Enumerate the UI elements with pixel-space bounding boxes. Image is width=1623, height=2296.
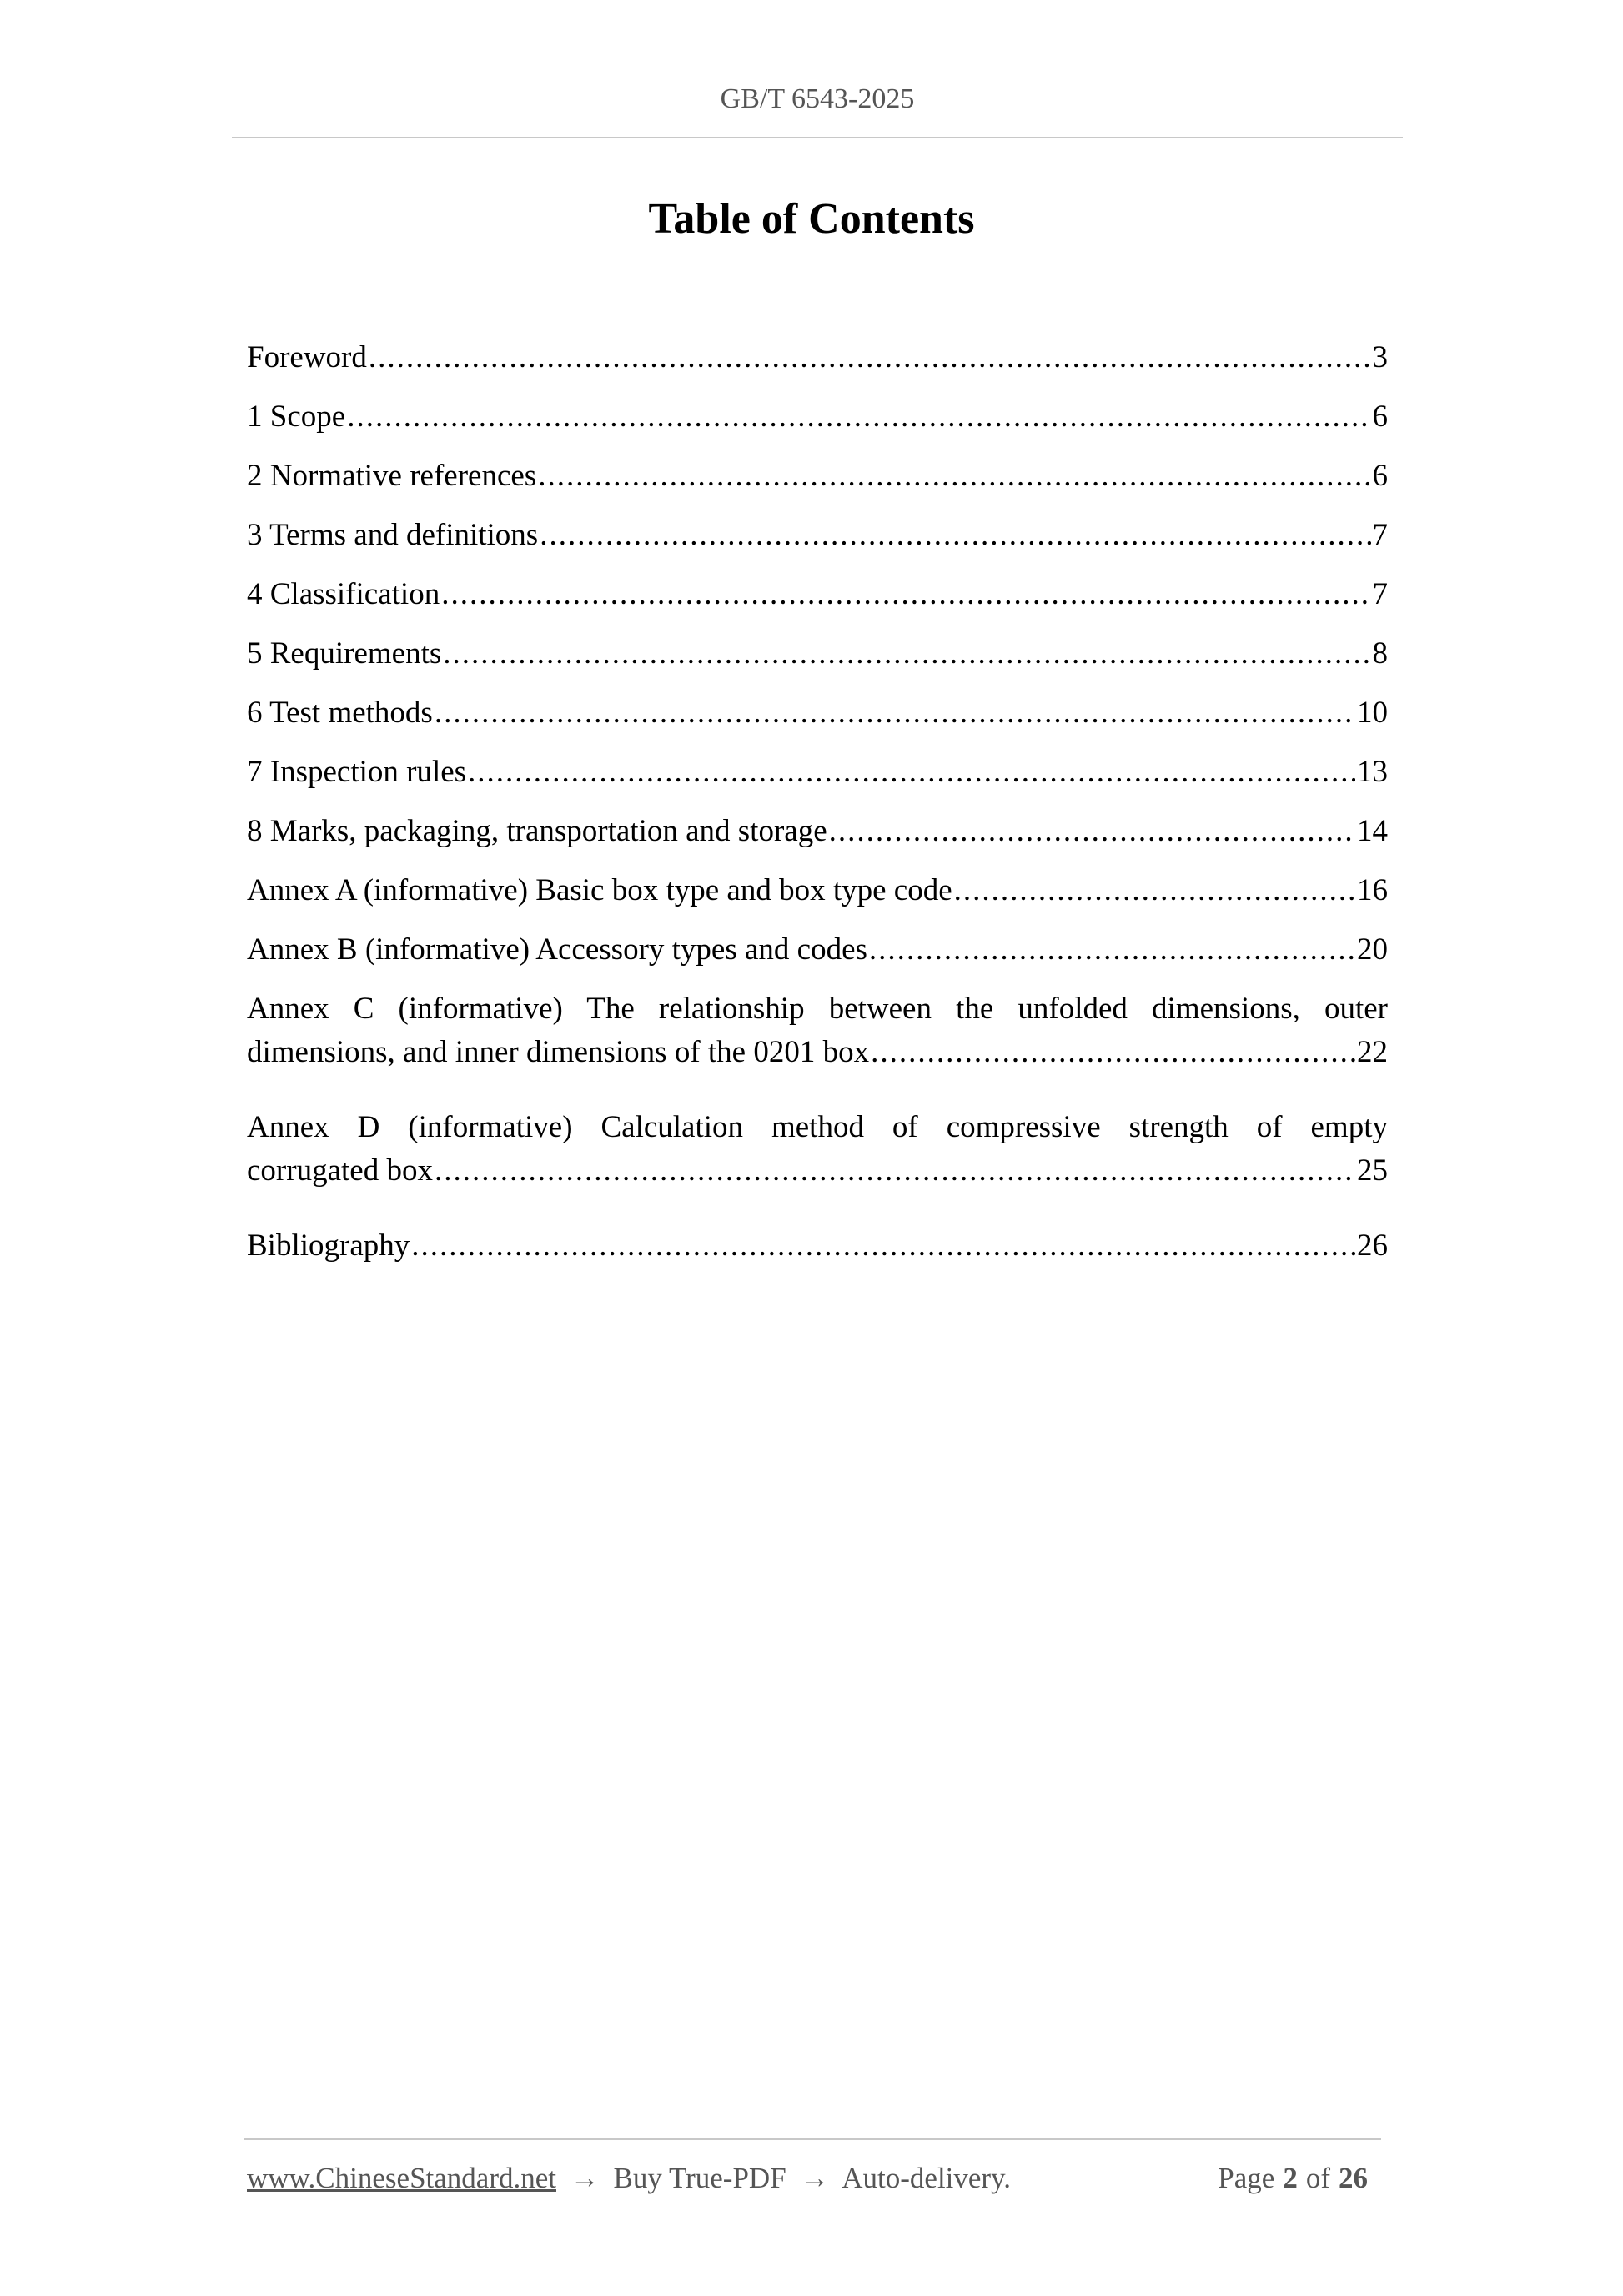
toc-entry-label: Annex B (informative) Accessory types and codes <box>247 932 867 967</box>
toc-leader-dots <box>538 455 1370 498</box>
page-current: 2 <box>1283 2162 1298 2194</box>
toc-leader-dots <box>441 573 1370 616</box>
toc-page-number: 10 <box>1357 696 1388 730</box>
toc-entry-label: 2 Normative references <box>247 459 537 493</box>
running-header <box>232 80 1403 138</box>
toc-page-number: 14 <box>1357 814 1388 848</box>
toc-entry-label: 4 Classification <box>247 577 440 611</box>
of-word: of <box>1305 2162 1330 2194</box>
toc-entry-label-line1: Annex D (informative) Calculation method of compressive strength of empty <box>247 1110 1388 1144</box>
table-of-contents <box>247 320 1388 1268</box>
footer-promo <box>247 2158 1011 2198</box>
toc-entry-label: 5 Requirements <box>247 636 442 671</box>
toc-entry-annex-a[interactable] <box>247 853 1388 912</box>
toc-leader-dots <box>869 928 1355 972</box>
toc-entry-label-line2: corrugated box <box>247 1153 433 1188</box>
toc-page-number: 6 <box>1372 459 1388 493</box>
toc-entry-label: Foreword <box>247 340 367 374</box>
toc-page-number: 7 <box>1372 577 1388 611</box>
toc-entry-label: 8 Marks, packaging, transportation and storage <box>247 814 827 848</box>
toc-leader-dots <box>468 751 1355 794</box>
toc-entry-normative-references[interactable] <box>247 439 1388 498</box>
page-indicator <box>1218 2158 1376 2198</box>
toc-leader-dots <box>369 336 1371 379</box>
toc-entry-marks-packaging[interactable] <box>247 794 1388 853</box>
toc-entry-label: 7 Inspection rules <box>247 755 467 789</box>
toc-page-number: 22 <box>1357 1035 1388 1069</box>
toc-entry-label: Annex A (informative) Basic box type and box type code <box>247 873 952 907</box>
toc-leader-dots <box>435 1149 1355 1193</box>
page-title: Table of Contents <box>648 195 975 243</box>
toc-page-number: 26 <box>1357 1228 1388 1263</box>
footer-divider <box>244 2138 1381 2140</box>
arrow-right-icon: → <box>570 2162 600 2194</box>
toc-entry-label: 6 Test methods <box>247 696 433 730</box>
toc-page-number: 3 <box>1372 340 1388 374</box>
toc-entry-test-methods[interactable] <box>247 676 1388 735</box>
toc-entry-requirements[interactable] <box>247 616 1388 676</box>
toc-page-number: 6 <box>1372 399 1388 434</box>
toc-page-number: 16 <box>1357 873 1388 907</box>
header-doc-id: GB/T 6543-2025 <box>720 83 915 114</box>
toc-leader-dots <box>871 1031 1355 1074</box>
toc-leader-dots <box>443 632 1370 676</box>
arrow-right-icon: → <box>800 2162 830 2194</box>
toc-entry-label: Bibliography <box>247 1228 410 1263</box>
toc-page-number: 20 <box>1357 932 1388 967</box>
toc-entry-label-line1: Annex C (informative) The relationship between the unfolded dimensions, outer <box>247 992 1388 1026</box>
toc-entry-label: 3 Terms and definitions <box>247 518 539 552</box>
toc-entry-annex-c[interactable] <box>247 987 1388 1090</box>
site-link[interactable]: www.ChineseStandard.net <box>247 2162 556 2194</box>
toc-entry-label: 1 Scope <box>247 399 346 434</box>
toc-entry-classification[interactable] <box>247 557 1388 616</box>
toc-leader-dots <box>411 1224 1355 1268</box>
toc-entry-bibliography[interactable] <box>247 1208 1388 1268</box>
toc-entry-foreword[interactable] <box>247 320 1388 379</box>
page-total: 26 <box>1339 2162 1368 2194</box>
toc-entry-scope[interactable] <box>247 379 1388 439</box>
toc-leader-dots <box>540 514 1370 557</box>
toc-page-number: 7 <box>1372 518 1388 552</box>
toc-entry-label-line2: dimensions, and inner dimensions of the 0201 box <box>247 1035 870 1069</box>
toc-entry-annex-b[interactable] <box>247 912 1388 972</box>
page-word: Page <box>1218 2162 1275 2194</box>
toc-page-number: 13 <box>1357 755 1388 789</box>
toc-page-number: 8 <box>1372 636 1388 671</box>
toc-page-number: 25 <box>1357 1153 1388 1188</box>
toc-leader-dots <box>435 691 1355 735</box>
auto-delivery-text: Auto-delivery. <box>842 2162 1012 2194</box>
toc-entry-annex-d[interactable] <box>247 1106 1388 1208</box>
toc-leader-dots <box>954 869 1355 912</box>
buy-pdf-text: Buy True-PDF <box>613 2162 786 2194</box>
toc-entry-terms-definitions[interactable] <box>247 498 1388 557</box>
toc-leader-dots <box>347 395 1370 439</box>
toc-leader-dots <box>829 810 1355 853</box>
toc-entry-inspection-rules[interactable] <box>247 735 1388 794</box>
